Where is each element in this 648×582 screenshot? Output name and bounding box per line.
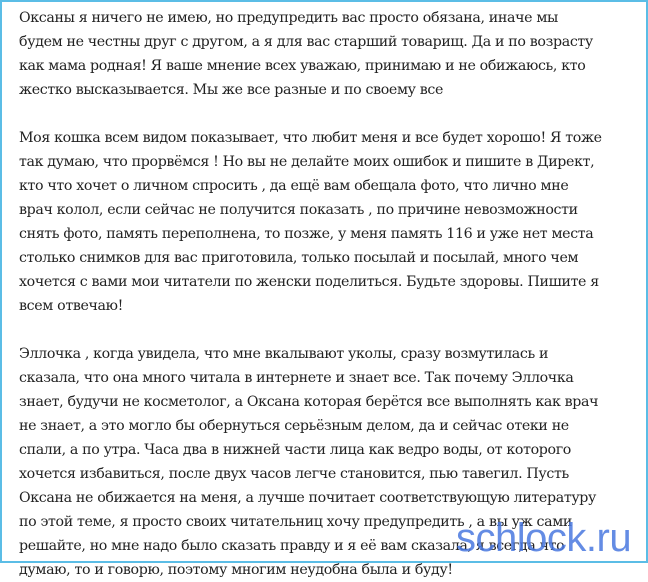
paragraph (19, 6, 602, 102)
text-line: всем отвечаю! (19, 298, 123, 314)
paragraph (19, 126, 602, 318)
paragraph-gap (19, 102, 602, 126)
text-line: думаю, то и говорю, поэтому многим неудобна была и буду! (19, 562, 453, 578)
text-line: не знает, а это могло бы обернуться серьёзным делом, да и сейчас отеки не (19, 418, 569, 434)
text-line: по этой теме, я просто своих читательниц хочу предупредить , а вы уж сами (19, 514, 573, 530)
paragraph-gap (19, 318, 602, 342)
text-line: Оксана не обижается на меня, а лучше почитает соответствующую литературу (19, 490, 597, 506)
watermark: schlock.ru (456, 516, 632, 560)
text-line: хочется с вами мои читатели по женски поделиться. Будьте здоровы. Пишите я (19, 274, 599, 290)
text-line: снять фото, память переполнена, то позже, у меня память 116 и уже нет места (19, 226, 594, 242)
text-line: знает, будучи не косметолог, а Оксана которая берётся все выполнять как врач (19, 394, 599, 410)
text-line: как мама родная! Я ваше мнение всех уважаю, принимаю и не обижаюсь, кто (19, 58, 586, 74)
article-text (19, 6, 602, 582)
text-line: сказала, что она много читала в интернете и знает все. Так почему Эллочка (19, 370, 574, 386)
text-line: жестко высказывается. Мы же все разные и по своему все (19, 82, 444, 98)
text-line: спали, а по утра. Часа два в нижней части лица как ведро воды, от которого (19, 442, 571, 458)
text-line: кто что хочет о личном спросить , да ещё вам обещала фото, что лично мне (19, 178, 569, 194)
text-line: так думаю, что прорвёмся ! Но вы не делайте моих ошибок и пишите в Директ, (19, 154, 595, 170)
text-line: Моя кошка всем видом показывает, что любит меня и все будет хорошо! Я тоже (19, 130, 602, 146)
text-line: столько снимков для вас приготовила, только посылай и посылай, много чем (19, 250, 579, 266)
text-line: Оксаны я ничего не имею, но предупредить вас просто обязана, иначе мы (19, 10, 558, 26)
text-line: Эллочка , когда увидела, что мне вкалывают уколы, сразу возмутилась и (19, 346, 549, 362)
text-line: будем не честны друг с другом, а я для вас старший товарищ. Да и по возрасту (19, 34, 593, 50)
text-line: хочется избавиться, после двух часов легче становится, пью тавегил. Пусть (19, 466, 569, 482)
text-line: решайте, но мне надо было сказать правду и я её вам сказала, я всегда что (19, 538, 565, 554)
text-line: врач колол, если сейчас не получится показать , по причине невозможности (19, 202, 578, 218)
